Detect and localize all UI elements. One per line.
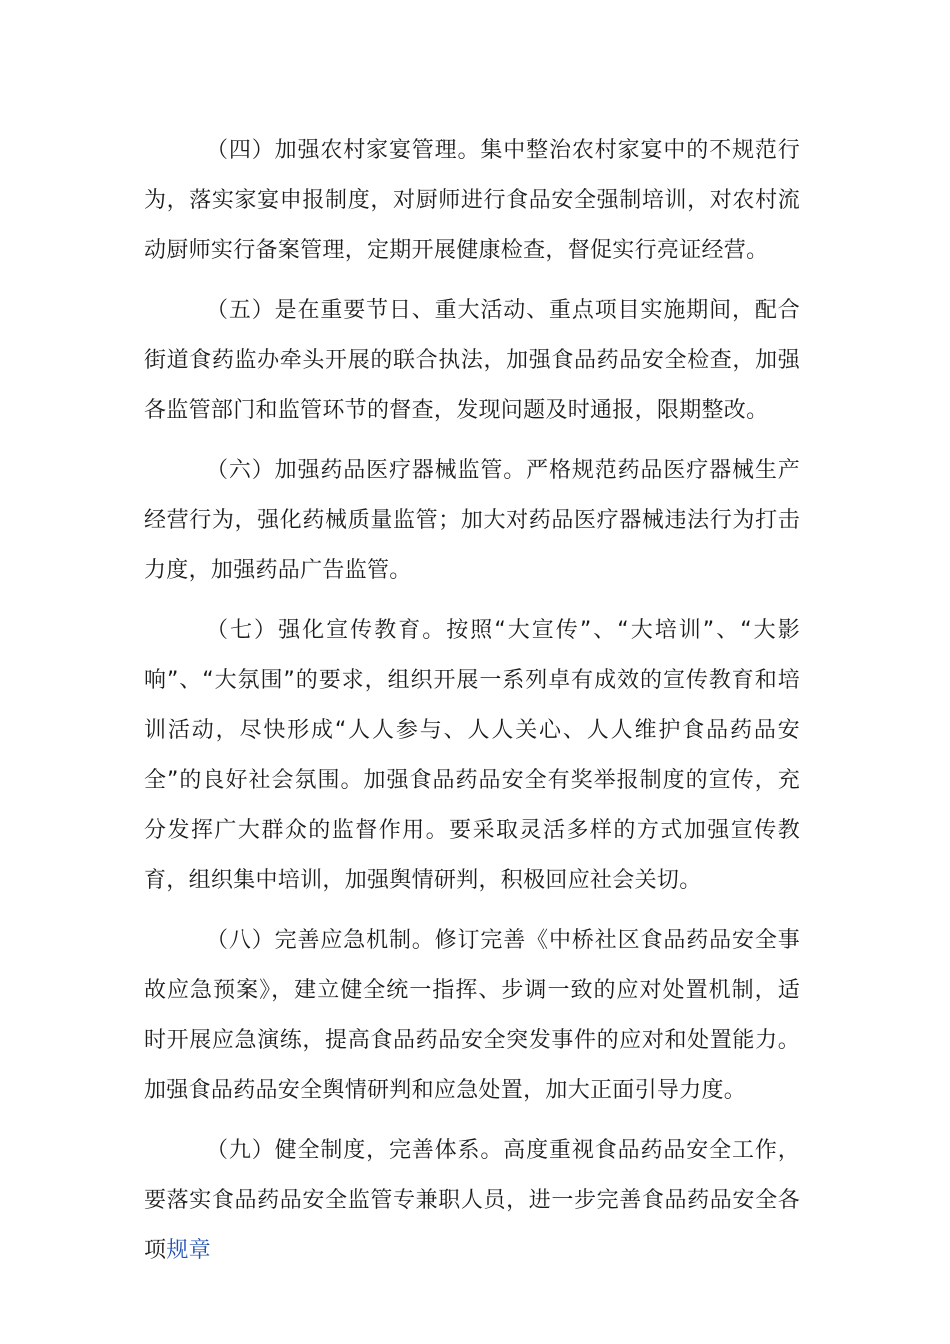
paragraph-7: （七）强化宣传教育。按照“大宣传”、“大培训”、“大影响”、“大氛围”的要求，组织开展一系列卓有成效的宣传教育和培训活动，尽快形成“人人参与、人人关心、人人维护食品药品安全”的良好社会氛围。加强食品药品安全有奖举报制度的宣传，充分发挥广大群众的监督作用。要采取灵活多样的方式加强宣传教育，组织集中培训，加强舆情研判，积极回应社会关切。: [144, 618, 800, 893]
regulations-link[interactable]: 规章: [166, 1238, 211, 1263]
paragraph-6: （六）加强药品医疗器械监管。严格规范药品医疗器械生产经营行为，强化药械质量监管；加大对药品医疗器械违法行为打击力度，加强药品广告监管。: [144, 458, 800, 583]
document-body: [144, 126, 800, 1286]
paragraph-4: （四）加强农村家宴管理。集中整治农村家宴中的不规范行为，落实家宴申报制度，对厨师进行食品安全强制培训，对农村流动厨师实行备案管理，定期开展健康检查，督促实行亮证经营。: [144, 138, 800, 263]
paragraph-9: [144, 1126, 800, 1276]
paragraph-9-text: （九）健全制度，完善体系。高度重视食品药品安全工作，要落实食品药品安全监管专兼职人员，进一步完善食品药品安全各项: [144, 1138, 800, 1263]
paragraph-8: （八）完善应急机制。修订完善《中桥社区食品药品安全事故应急预案》，建立健全统一指挥、步调一致的应对处置机制，适时开展应急演练，提高食品药品安全突发事件的应对和处置能力。加强食品药品安全舆情研判和应急处置，加大正面引导力度。: [144, 928, 800, 1103]
paragraph-5: （五）是在重要节日、重大活动、重点项目实施期间，配合街道食药监办牵头开展的联合执法，加强食品药品安全检查，加强各监管部门和监管环节的督查，发现问题及时通报，限期整改。: [144, 298, 800, 423]
